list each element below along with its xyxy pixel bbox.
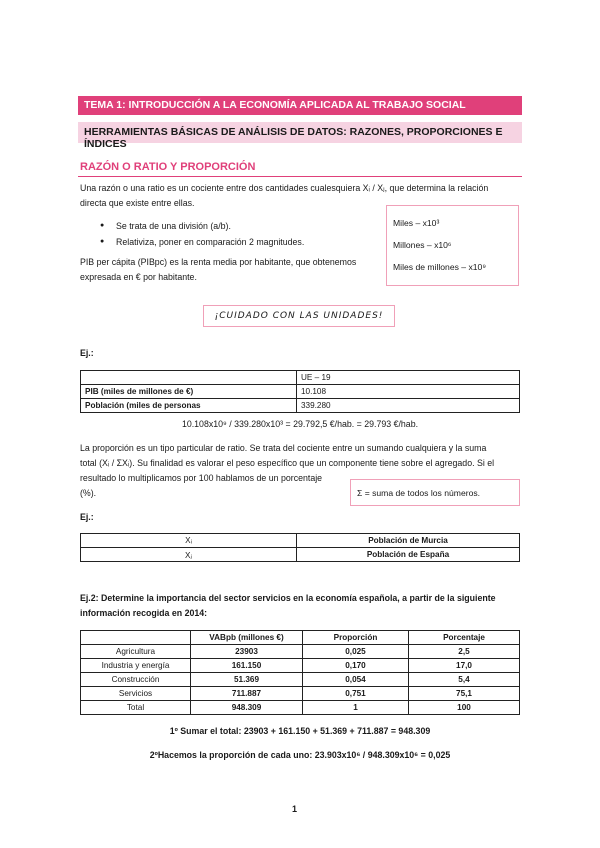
table-row xyxy=(81,371,520,385)
table-header-row xyxy=(81,631,520,645)
table-cell: Población de Murcia xyxy=(297,534,520,548)
population-table xyxy=(80,533,520,562)
table-header-cell: UE – 19 xyxy=(297,371,520,385)
table-header-cell: Porcentaje xyxy=(409,631,520,645)
bullet-list xyxy=(100,218,370,250)
pib-paragraph xyxy=(80,255,380,285)
step-2: 2ºHacemos la proporción de cada uno: 23.903x10⁶ / 948.309x10⁶ = 0,025 xyxy=(149,750,451,760)
table-cell xyxy=(81,371,297,385)
table-row xyxy=(81,687,520,701)
sector-table xyxy=(80,630,520,715)
table-cell: PIB (miles de millones de €) xyxy=(81,385,297,399)
pib-line-2: expresada en € por habitante. xyxy=(80,272,197,282)
table-cell: Agricultura xyxy=(81,645,191,659)
proportion-line-2: total (Xᵢ / ΣXᵢ). Su finalidad es valorar el peso específico que un componente tiene sobre el agregado. Si el xyxy=(80,458,495,468)
example-label: Ej.: xyxy=(80,348,94,358)
sigma-box: Σ = suma de todos los números. xyxy=(350,479,520,506)
table-cell: 0,170 xyxy=(303,659,409,673)
pib-line-1: PIB per cápita (PIBpc) es la renta media por habitante, que obtenemos xyxy=(80,257,357,267)
subtitle-banner: HERRAMIENTAS BÁSICAS DE ANÁLISIS DE DATOS: RAZONES, PROPORCIONES E ÍNDICES xyxy=(78,122,522,143)
unit-billions: Miles de millones – x10⁹ xyxy=(393,262,486,272)
table-cell: 0,751 xyxy=(303,687,409,701)
table-cell: 2,5 xyxy=(409,645,520,659)
proportion-line-1: La proporción es un tipo particular de ratio. Se trata del cociente entre un sumando cualquiera y la suma xyxy=(80,443,487,453)
units-box xyxy=(386,205,519,286)
table-cell: Construcción xyxy=(81,673,191,687)
table-cell: 0,054 xyxy=(303,673,409,687)
table-row xyxy=(81,673,520,687)
table-row xyxy=(81,645,520,659)
table-cell: 23903 xyxy=(191,645,303,659)
proportion-line-3: resultado lo multiplicamos por 100 hablamos de un porcentaje xyxy=(80,473,323,483)
proportion-line-4: (%). xyxy=(80,488,97,498)
exercise-statement xyxy=(80,591,520,621)
bullet-item: ● Se trata de una división (a/b). xyxy=(100,218,370,234)
table-cell: 100 xyxy=(409,701,520,715)
intro-line-1: Una razón o una ratio es un cociente entre dos cantidades cualesquiera Xᵢ / Xⱼ, que determina la relación xyxy=(80,183,489,193)
table-row xyxy=(81,701,520,715)
table-cell: 5,4 xyxy=(409,673,520,687)
table-cell: 1 xyxy=(303,701,409,715)
intro-line-2: directa que existe entre ellas. xyxy=(80,198,195,208)
bullet-item: ● Relativiza, poner en comparación 2 magnitudes. xyxy=(100,234,370,250)
exercise-line-2: información recogida en 2014: xyxy=(80,608,208,618)
table-cell: Servicios xyxy=(81,687,191,701)
table-cell: 948.309 xyxy=(191,701,303,715)
warning-box: ¡CUIDADO CON LAS UNIDADES! xyxy=(203,305,395,327)
table-cell: 0,025 xyxy=(303,645,409,659)
unit-millions: Millones – x10⁶ xyxy=(393,240,452,250)
table-header-cell xyxy=(81,631,191,645)
table-row xyxy=(81,534,520,548)
page-number: 1 xyxy=(292,804,298,814)
table-cell: Población (miles de personas xyxy=(81,399,297,413)
table-header-cell: Proporción xyxy=(303,631,409,645)
pib-formula: 10.108x10⁹ / 339.280x10³ = 29.792,5 €/hab. = 29.793 €/hab. xyxy=(181,419,419,429)
topic-banner: TEMA 1: INTRODUCCIÓN A LA ECONOMÍA APLICADA AL TRABAJO SOCIAL xyxy=(78,96,522,115)
table-cell: Población de España xyxy=(297,548,520,562)
table-row xyxy=(81,399,520,413)
table-cell: 75,1 xyxy=(409,687,520,701)
table-cell: 161.150 xyxy=(191,659,303,673)
table-cell: Xᵢ xyxy=(81,534,297,548)
table-cell: 17,0 xyxy=(409,659,520,673)
table-cell: Industria y energía xyxy=(81,659,191,673)
table-row xyxy=(81,385,520,399)
table-row xyxy=(81,548,520,562)
table-cell: 339.280 xyxy=(297,399,520,413)
table-cell: 711.887 xyxy=(191,687,303,701)
table-cell: Xⱼ xyxy=(81,548,297,562)
table-header-cell: VABpb (millones €) xyxy=(191,631,303,645)
table-cell: 10.108 xyxy=(297,385,520,399)
table-cell: Total xyxy=(81,701,191,715)
unit-thousands: Miles – x10³ xyxy=(393,218,440,228)
table-cell: 51.369 xyxy=(191,673,303,687)
table-row xyxy=(81,659,520,673)
section-divider xyxy=(78,176,522,177)
step-1: 1º Sumar el total: 23903 + 161.150 + 51.369 + 711.887 = 948.309 xyxy=(169,726,431,736)
exercise-line-1: Ej.2: Determine la importancia del sector servicios en la economía española, a partir de la siguiente xyxy=(80,593,496,603)
example-label: Ej.: xyxy=(80,512,94,522)
section-heading: RAZÓN O RATIO Y PROPORCIÓN xyxy=(80,161,256,173)
pib-table xyxy=(80,370,520,413)
